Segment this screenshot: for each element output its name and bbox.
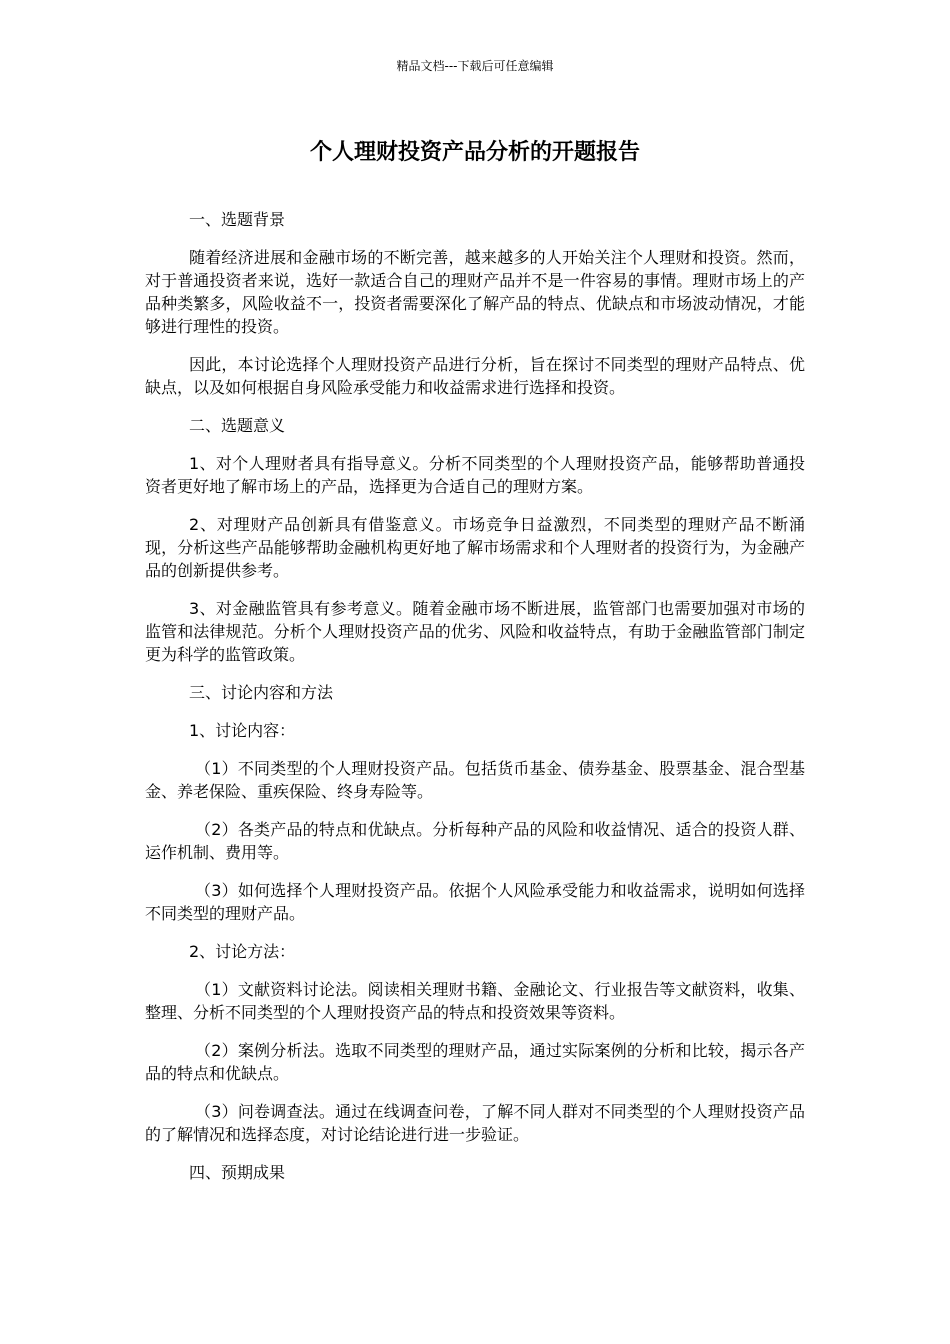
document-title: 个人理财投资产品分析的开题报告 xyxy=(309,140,640,165)
significance-paragraph: 2、对理财产品创新具有借鉴意义。市场竞争日益激烈，不同类型的理财产品不断涌现，分析这些产品能够帮助金融机构更好地了解市场需求和个人理财者的投资行为，为金融产品的创新提供参考。 xyxy=(145,515,805,580)
background-paragraph: 随着经济进展和金融市场的不断完善，越来越多的人开始关注个人理财和投资。然而，对于普通投资者来说，选好一款适合自己的理财产品并不是一件容易的事情。理财市场上的产品种类繁多，风险收益不一，投资者需要深化了解产品的特点、优缺点和市场波动情况，才能够进行理性的投资。 xyxy=(145,248,805,336)
section-heading-background: 一、选题背景 xyxy=(189,210,286,229)
content-item: （2）各类产品的特点和优缺点。分析每种产品的风险和收益情况、适合的投资人群、运作机制、费用等。 xyxy=(145,820,805,862)
method-item: （2）案例分析法。选取不同类型的理财产品，通过实际案例的分析和比较，揭示各产品的特点和优缺点。 xyxy=(145,1041,805,1083)
section-heading-content-method: 三、讨论内容和方法 xyxy=(189,683,334,702)
significance-paragraph: 3、对金融监管具有参考意义。随着金融市场不断进展，监管部门也需要加强对市场的监管和法律规范。分析个人理财投资产品的优劣、风险和收益特点，有助于金融监管部门制定更为科学的监管政策。 xyxy=(145,599,805,664)
content-item: （3）如何选择个人理财投资产品。依据个人风险承受能力和收益需求，说明如何选择不同类型的理财产品。 xyxy=(145,881,805,923)
method-item: （3）问卷调查法。通过在线调查问卷，了解不同人群对不同类型的个人理财投资产品的了解情况和选择态度，对讨论结论进行进一步验证。 xyxy=(145,1102,805,1144)
section-heading-significance: 二、选题意义 xyxy=(189,416,286,435)
content-subheading: 1、讨论内容： xyxy=(189,721,296,740)
content-item: （1）不同类型的个人理财投资产品。包括货币基金、债券基金、股票基金、混合型基金、养老保险、重疾保险、终身寿险等。 xyxy=(145,759,805,801)
method-item: （1）文献资料讨论法。阅读相关理财书籍、金融论文、行业报告等文献资料，收集、整理、分析不同类型的个人理财投资产品的特点和投资效果等资料。 xyxy=(145,980,805,1022)
background-paragraph: 因此，本讨论选择个人理财投资产品进行分析，旨在探讨不同类型的理财产品特点、优缺点，以及如何根据自身风险承受能力和收益需求进行选择和投资。 xyxy=(145,355,805,397)
document-body xyxy=(145,208,805,1199)
method-subheading: 2、讨论方法： xyxy=(189,942,296,961)
page-header: 精品文档---下载后可任意编辑 xyxy=(396,59,554,73)
section-heading-expected: 四、预期成果 xyxy=(189,1163,286,1182)
significance-paragraph: 1、对个人理财者具有指导意义。分析不同类型的个人理财投资产品，能够帮助普通投资者更好地了解市场上的产品，选择更为合适自己的理财方案。 xyxy=(145,454,805,496)
